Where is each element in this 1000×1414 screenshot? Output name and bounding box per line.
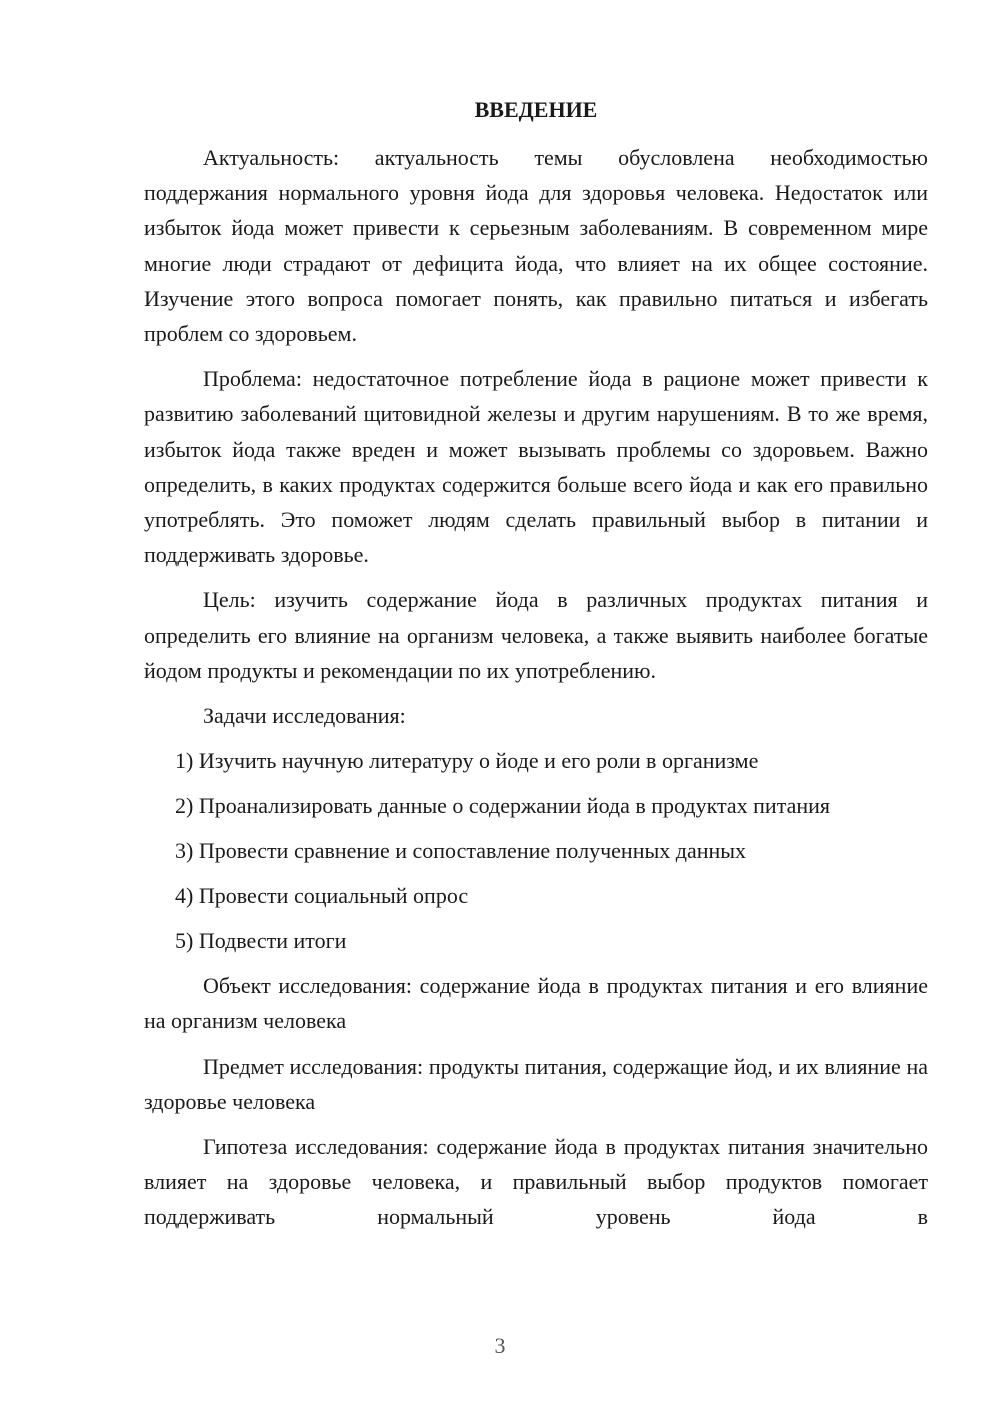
section-title: ВВЕДЕНИЕ — [474, 97, 598, 122]
task-item-5: 5) Подвести итоги — [175, 928, 347, 954]
tasks-heading: Задачи исследования: — [203, 703, 406, 729]
task-item-2: 2) Проанализировать данные о содержании йода в продуктах питания — [175, 793, 831, 819]
document-page — [144, 92, 928, 1245]
task-item-3: 3) Провести сравнение и сопоставление полученных данных — [175, 838, 747, 864]
paragraph-object: Объект исследования: содержание йода в продуктах питания и его влияние на организм человека — [144, 973, 928, 1034]
paragraph-subject: Предмет исследования: продукты питания, содержащие йод, и их влияние на здоровье человека — [144, 1053, 928, 1114]
paragraph-relevance: Актуальность: актуальность темы обусловлена необходимостью поддержания нормального уровня йода для здоровья человека. Недостаток или избыток йода может привести к серьезным заболеваниям. В современном мире многие люди страдают от дефицита йода, что влияет на их общее состояние. Изучение этого вопроса помогает понять, как правильно питаться и избегать проблем со здоровьем. — [144, 145, 928, 347]
page-number: 3 — [494, 1333, 506, 1358]
paragraph-problem: Проблема: недостаточное потребление йода в рационе может привести к развитию заболеваний щитовидной железы и другим нарушениям. В то же время, избыток йода также вреден и может вызывать проблемы со здоровьем. Важно определить, в каких продуктах содержится больше всего йода и как его правильно употреблять. Это поможет людям сделать правильный выбор в питании и поддерживать здоровье. — [144, 366, 928, 568]
paragraph-hypothesis: Гипотеза исследования: содержание йода в продуктах питания значительно влияет на здоровье человека, и правильный выбор продуктов помогает поддерживать нормальный уровень йода в — [144, 1134, 928, 1230]
task-item-1: 1) Изучить научную литературу о йоде и его роли в организме — [175, 748, 759, 774]
paragraph-goal: Цель: изучить содержание йода в различных продуктах питания и определить его влияние на организм человека, а также выявить наиболее богатые йодом продукты и рекомендации по их употреблению. — [144, 587, 928, 683]
task-item-4: 4) Провести социальный опрос — [175, 883, 469, 909]
